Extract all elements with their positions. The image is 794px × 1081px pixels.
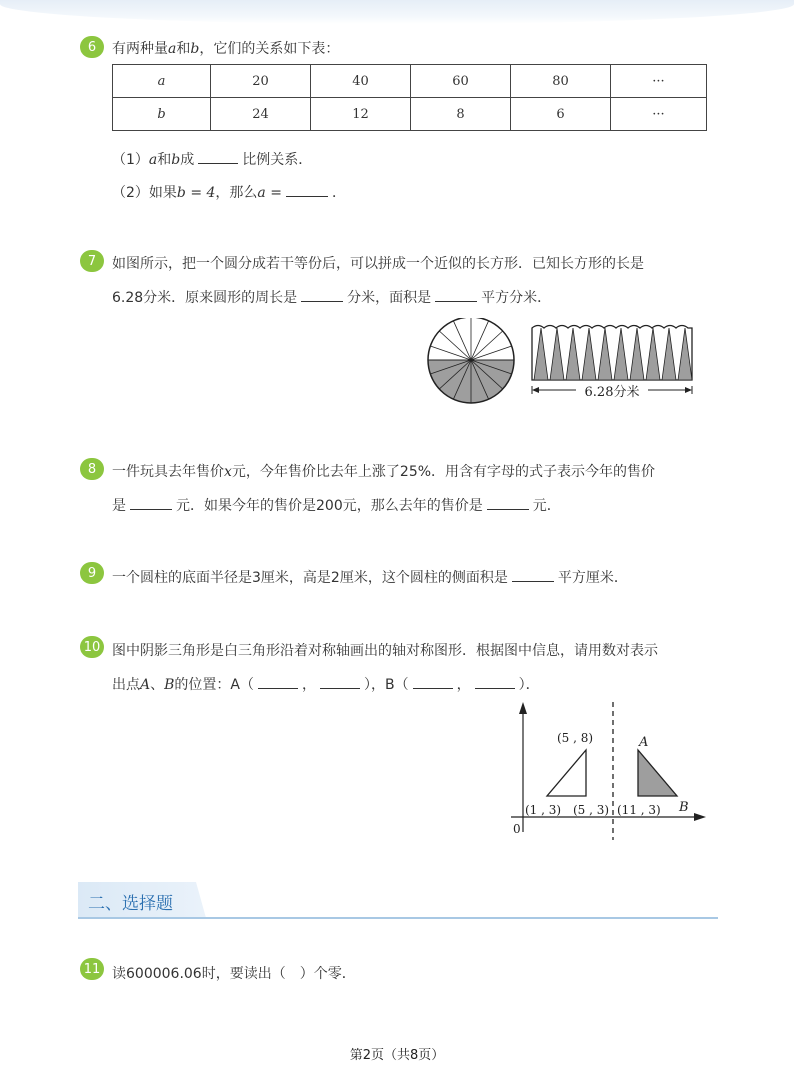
sectored-circle <box>428 318 514 403</box>
y-axis-arrow-icon <box>519 702 527 714</box>
answer-blank[interactable] <box>413 687 453 689</box>
top-decoration-band <box>0 0 794 24</box>
table-cell: 12 <box>311 98 411 131</box>
q11-text: 读600006.06时，要读出（ ）个零． <box>112 966 356 982</box>
question-number-badge: 8 <box>80 458 104 480</box>
q6-part1-and: 和 <box>157 152 172 168</box>
x-axis-arrow-icon <box>694 813 706 821</box>
q6-part1 <box>112 149 312 169</box>
q6-part2-mid: ，那么 <box>215 185 258 201</box>
q6-and: 和 <box>176 41 191 57</box>
q10-point-a: A <box>140 677 151 693</box>
point-a-label: A <box>639 735 649 750</box>
q6-part1-label: （1） <box>112 152 149 168</box>
question-number-badge: 10 <box>80 636 104 658</box>
question-number-badge: 7 <box>80 250 104 272</box>
page-footer: 第2页（共8页） <box>349 1048 445 1063</box>
length-label: 6.28分米 <box>584 385 640 400</box>
q10-comma: ， <box>302 677 316 693</box>
q7-circle-rectangle-figure <box>426 318 698 410</box>
table-cell: 8 <box>411 98 511 131</box>
q6-stem-suffix: ，它们的关系如下表： <box>199 41 340 57</box>
answer-blank[interactable] <box>258 687 298 689</box>
question-number-badge: 6 <box>80 36 104 58</box>
answer-blank[interactable] <box>475 687 515 689</box>
answer-blank[interactable] <box>320 687 360 689</box>
q6-part2-cond: b = 4 <box>176 185 216 201</box>
table-row <box>113 65 707 98</box>
q6-part2 <box>112 182 346 202</box>
label-5-3: (5 , 3) <box>573 803 610 817</box>
q8-line2-tail: 元． <box>532 498 561 514</box>
answer-blank[interactable] <box>198 162 238 164</box>
q10-line2 <box>112 674 540 694</box>
answer-blank[interactable] <box>130 508 172 510</box>
q6-part1-mid: 成 <box>180 152 195 168</box>
q6-part1-b: b <box>171 152 181 168</box>
answer-blank[interactable] <box>286 195 328 197</box>
answer-blank[interactable] <box>512 580 554 582</box>
point-b-label: B <box>679 800 689 815</box>
q9-line <box>112 567 628 587</box>
origin-label: 0 <box>513 822 521 836</box>
q8-line2 <box>112 495 561 515</box>
table-cell: 80 <box>511 65 611 98</box>
section-title: 二、选择题 <box>88 894 173 914</box>
table-cell: b <box>113 98 211 131</box>
q8-line2-mid: 元．如果今年的售价是200元，那么去年的售价是 <box>176 498 483 514</box>
q10-sep: 、 <box>150 677 165 693</box>
approx-rectangle <box>532 326 692 401</box>
q10-line2-prefix: 出点 <box>112 677 140 693</box>
q6-stem <box>112 38 339 58</box>
label-11-3: (11 , 3) <box>617 803 661 817</box>
q6-part2-label: （2）如果 <box>112 185 177 201</box>
q10-close: ） <box>364 677 371 693</box>
q7-line2 <box>112 287 551 307</box>
q6-part2-a: a = <box>257 185 282 201</box>
q7-line2-mid: 分米，面积是 <box>347 290 432 306</box>
q10-point-b: B <box>164 677 175 693</box>
q6-part2-tail: ． <box>331 185 346 201</box>
label-5-8: (5 , 8) <box>557 731 594 745</box>
q9-text-tail: 平方厘米． <box>557 570 628 586</box>
q8-line1-suffix: 元，今年售价比去年上涨了25%．用含有字母的式子表示今年的售价 <box>231 464 656 480</box>
table-row <box>113 98 707 131</box>
q10-symmetry-figure <box>505 700 711 842</box>
answer-blank[interactable] <box>301 300 343 302</box>
q6-part1-tail: 比例关系． <box>242 152 313 168</box>
table-cell: 24 <box>211 98 311 131</box>
q6-relation-table <box>112 64 707 131</box>
q6-var-a: a <box>168 41 177 57</box>
section-header <box>78 882 718 918</box>
table-cell: 40 <box>311 65 411 98</box>
q8-line2-prefix: 是 <box>112 498 126 514</box>
white-triangle <box>547 750 586 796</box>
question-number-badge: 11 <box>80 958 104 980</box>
answer-blank[interactable] <box>435 300 477 302</box>
q10-a-label: A（ <box>230 677 254 693</box>
question-number-badge: 9 <box>80 562 104 584</box>
q10-comma-2: ， <box>456 677 471 693</box>
table-cell: 6 <box>511 98 611 131</box>
table-cell: 20 <box>211 65 311 98</box>
q6-part1-a: a <box>148 152 158 168</box>
answer-blank[interactable] <box>487 508 529 510</box>
q7-line1: 如图所示，把一个圆分成若干等份后，可以拼成一个近似的长方形．已知长方形的长是 <box>112 256 644 272</box>
q6-stem-prefix: 有两种量 <box>112 41 168 57</box>
q8-line1 <box>112 461 655 481</box>
table-cell: 60 <box>411 65 511 98</box>
q10-b-label: ，B（ <box>371 677 409 693</box>
q7-line2-tail: 平方分米． <box>481 290 552 306</box>
q7-line2-prefix: 6.28分米．原来圆形的周长是 <box>112 290 298 306</box>
q9-text-prefix: 一个圆柱的底面半径是3厘米，高是2厘米，这个圆柱的侧面积是 <box>112 570 508 586</box>
table-cell: ··· <box>611 98 707 131</box>
label-1-3: (1 , 3) <box>525 803 562 817</box>
q6-var-b: b <box>190 41 200 57</box>
table-cell: a <box>113 65 211 98</box>
section-divider <box>78 917 718 919</box>
table-cell: ··· <box>611 65 707 98</box>
q10-line2-mid: 的位置： <box>174 677 231 693</box>
q10-close-tail: ）． <box>518 677 540 693</box>
q8-line1-prefix: 一件玩具去年售价 <box>112 464 224 480</box>
q10-line1: 图中阴影三角形是白三角形沿着对称轴画出的轴对称图形．根据图中信息，请用数对表示 <box>112 643 658 659</box>
q8-var-x: x <box>224 464 232 480</box>
shaded-triangle <box>638 750 677 796</box>
